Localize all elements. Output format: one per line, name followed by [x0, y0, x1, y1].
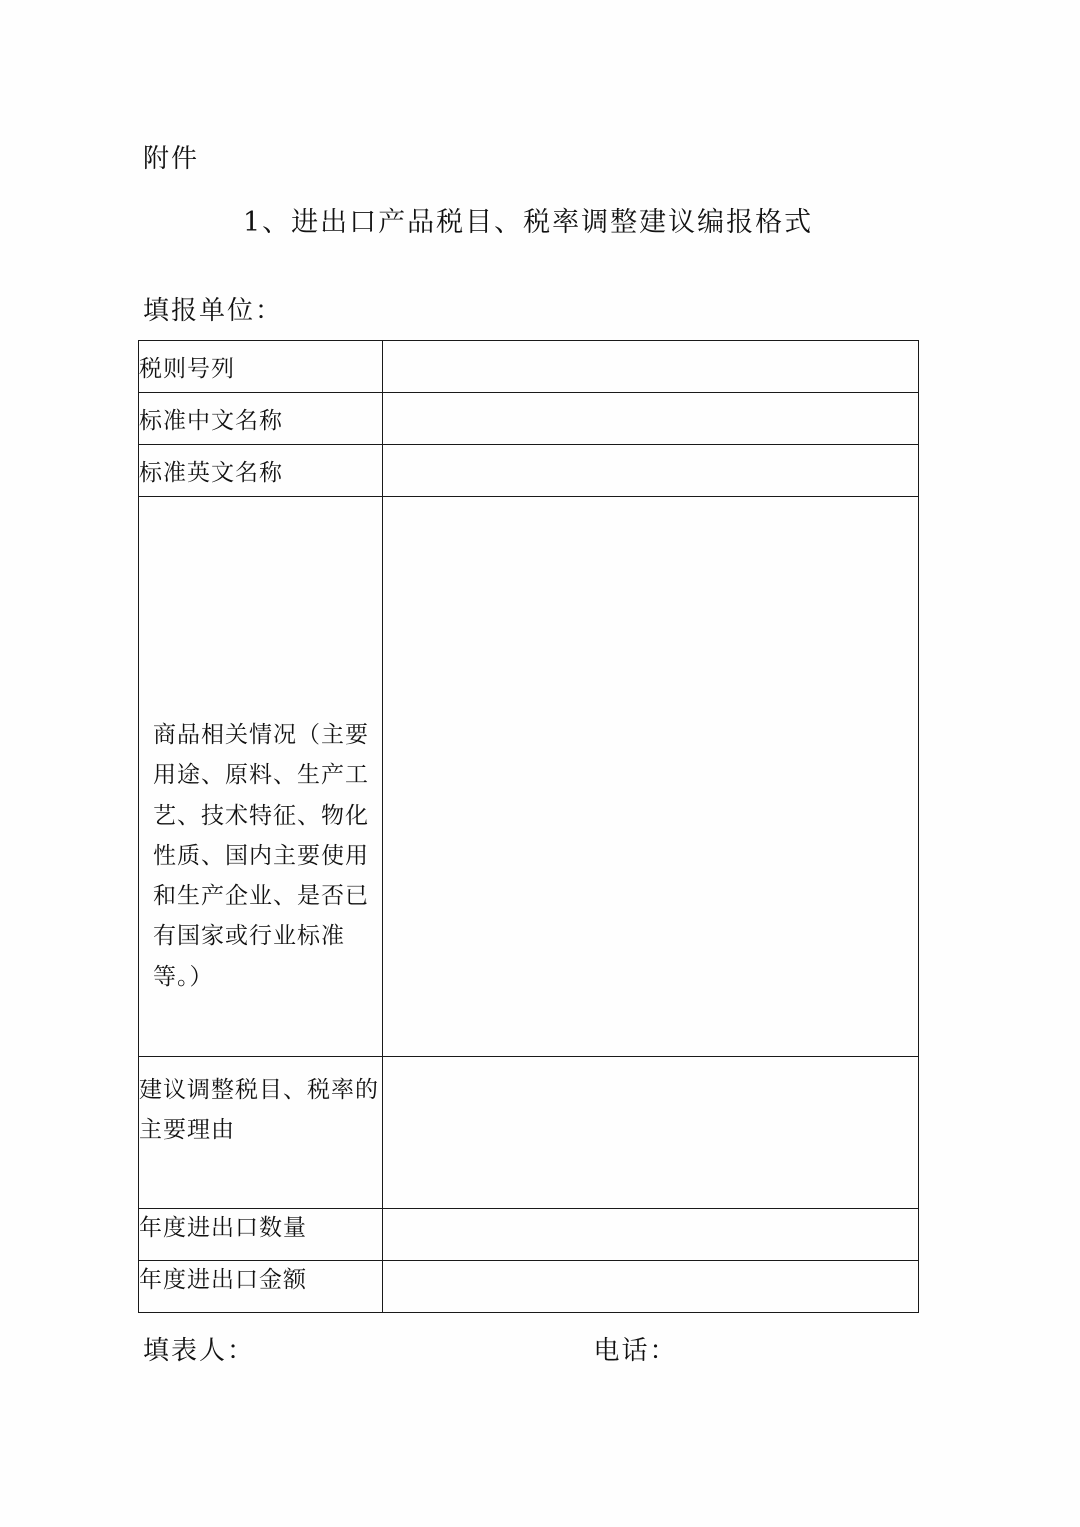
row-value-chinese-name[interactable] — [383, 393, 919, 445]
row-label-annual-amount — [139, 1261, 383, 1313]
row-label-commodity-details — [139, 497, 383, 1057]
table-row — [139, 1209, 919, 1261]
row-value-annual-amount[interactable] — [383, 1261, 919, 1313]
label-text: 建议调整税目、税率的主要理由 — [139, 1077, 379, 1143]
table-row — [139, 497, 919, 1057]
row-label-tariff-code — [139, 341, 383, 393]
table-row — [139, 393, 919, 445]
reporting-unit-label: 填报单位： — [143, 296, 284, 326]
table-row — [139, 341, 919, 393]
row-value-tariff-code[interactable] — [383, 341, 919, 393]
row-value-adjustment-reason[interactable] — [383, 1057, 919, 1209]
row-value-annual-quantity[interactable] — [383, 1209, 919, 1261]
row-label-annual-quantity — [139, 1209, 383, 1261]
row-label-adjustment-reason — [139, 1057, 383, 1209]
label-text: 标准英文名称 — [139, 460, 283, 486]
table-row — [139, 1261, 919, 1313]
phone-label: 电话： — [593, 1336, 678, 1366]
row-label-chinese-name — [139, 393, 383, 445]
table-row — [139, 1057, 919, 1209]
attachment-label: 附件 — [143, 144, 200, 174]
label-text: 年度进出口数量 — [139, 1215, 307, 1241]
page-title: 1、进出口产品税目、税率调整建议编报格式 — [243, 207, 814, 238]
label-text: 税则号列 — [139, 356, 235, 382]
row-value-commodity-details[interactable] — [383, 497, 919, 1057]
row-value-english-name[interactable] — [383, 445, 919, 497]
tariff-adjustment-form-table — [138, 340, 919, 1313]
footer — [143, 1330, 943, 1367]
label-text: 年度进出口金额 — [139, 1267, 307, 1293]
row-label-english-name — [139, 445, 383, 497]
label-text: 标准中文名称 — [139, 408, 283, 434]
table-row — [139, 445, 919, 497]
preparer-label: 填表人： — [143, 1336, 256, 1366]
label-text: 商品相关情况（主要用途、原料、生产工艺、技术特征、物化性质、国内主要使用和生产企业、是否已有国家或行业标准等。） — [153, 722, 369, 990]
